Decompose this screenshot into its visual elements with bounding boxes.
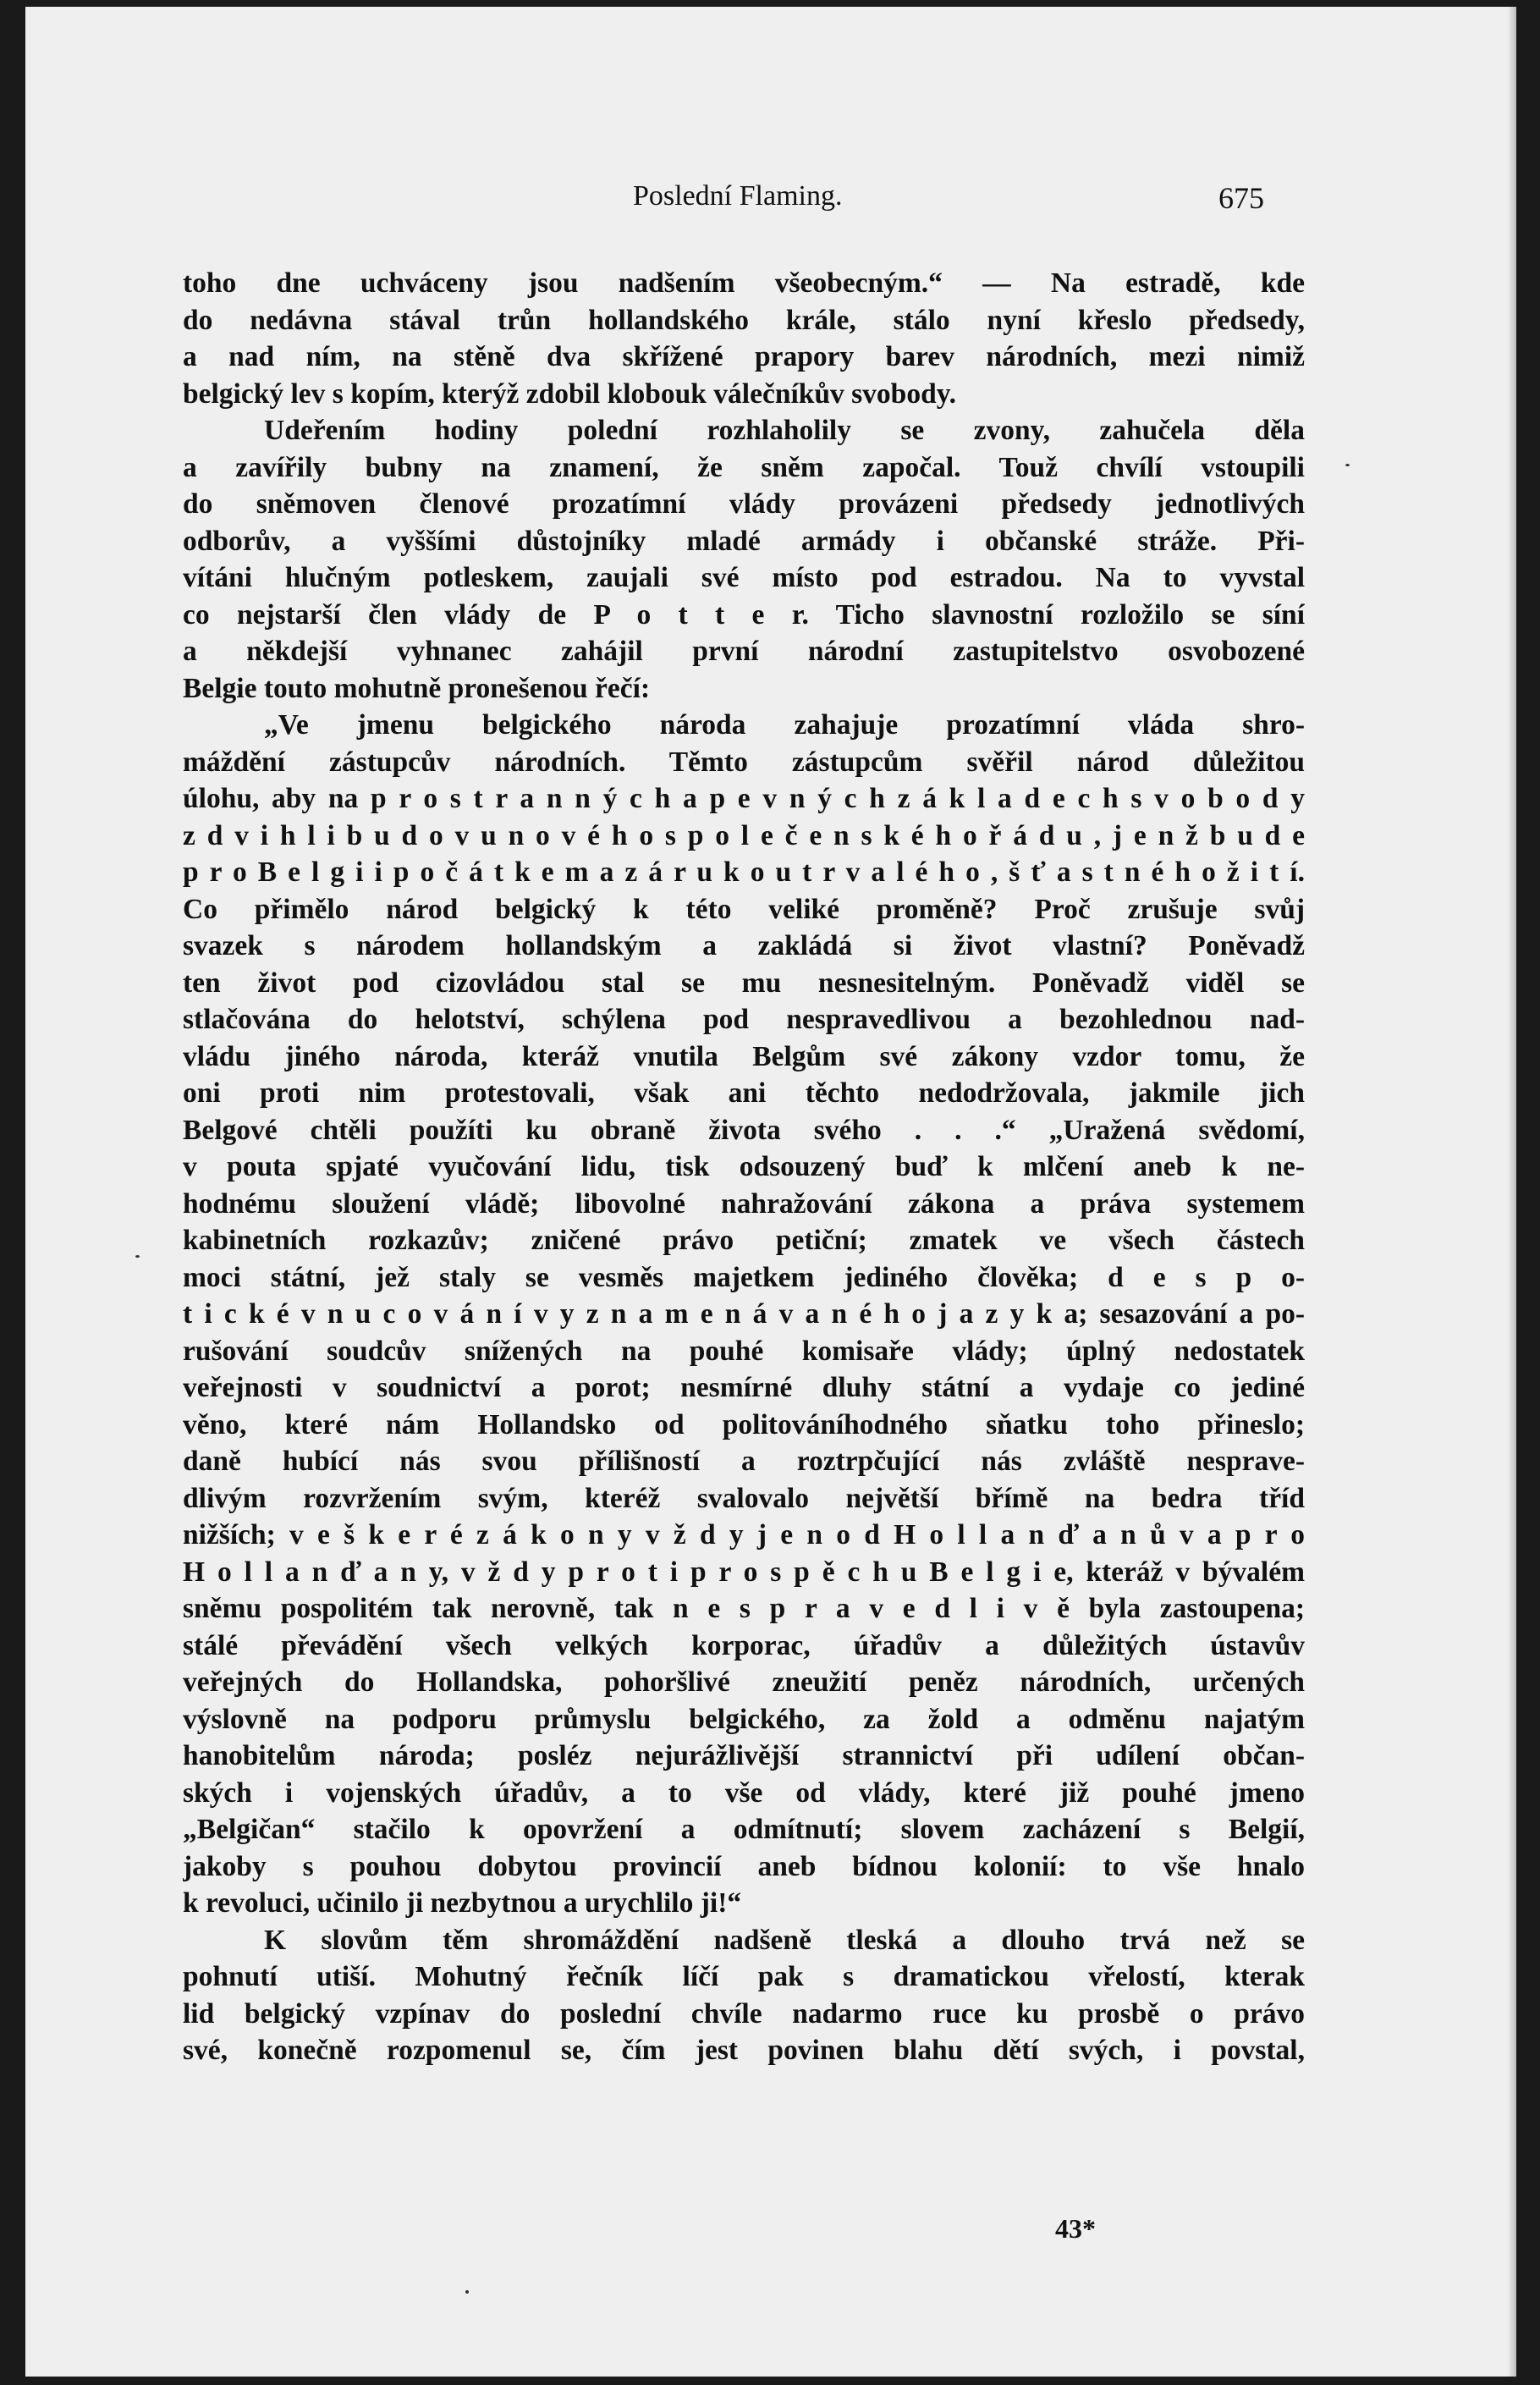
text-line: „Ve jmenu belgického národa zahajuje prozatímní vláda shro- bbox=[264, 709, 1305, 741]
text-line: H o l l a n ď a n y, v ž d y p r o t i p r o s p ě c h u B e l g i e, kteráž v bývalém bbox=[183, 1556, 1305, 1588]
text-line: úlohu, aby na p r o s t r a n n ý c h a p e v n ý c h z á k l a d e c h s v o b o d y bbox=[183, 783, 1305, 814]
text-line: t i c k é v n u c o v á n í v y z n a m e n á v a n é h o j a z y k a; sesazování a po- bbox=[183, 1298, 1305, 1330]
text-line: vládu jiného národa, kteráž vnutila Belgům své zákony vzdor tomu, že bbox=[183, 1040, 1305, 1072]
text-line: své, konečně rozpomenul se, čím jest povinen blahu dětí svých, i povstal, bbox=[183, 2035, 1305, 2066]
signature-mark: 43* bbox=[1055, 2213, 1096, 2244]
text-line: hanobitelům národa; posléz nejurážlivější strannictví při udílení občan- bbox=[183, 1740, 1305, 1771]
text-line: z d v i h l i b u d o v u n o v é h o s p o l e č e n s k é h o ř á d u , j e n ž b u d e bbox=[183, 819, 1305, 851]
text-line: ských i vojenských úřadův, a to vše od vlády, které již pouhé jmeno bbox=[183, 1776, 1305, 1809]
text-line: moci státní, jež staly se vesměs majetkem jediného člověka; d e s p o- bbox=[183, 1261, 1305, 1293]
page-number: 675 bbox=[1218, 181, 1264, 215]
text-line: k revoluci, učinilo ji nezbytnou a urychlilo ji!“ bbox=[183, 1887, 742, 1919]
text-line: rušování soudcův snížených na pouhé komisaře vlády; úplný nedostatek bbox=[183, 1335, 1305, 1367]
page-edge bbox=[1508, 7, 1516, 2377]
text-line: Belgové chtěli použíti ku obraně života svého . . .“ „Uražená svědomí, bbox=[183, 1114, 1305, 1146]
text-line: do nedávna stával trůn hollandského krále, stálo nyní křeslo předsedy, bbox=[183, 304, 1305, 336]
text-line: sněmu pospolitém tak nerovně, tak n e s p r a v e d l i v ě byla zastoupena; bbox=[183, 1593, 1305, 1624]
book-page bbox=[25, 7, 1516, 2377]
text-line: toho dne uchváceny jsou nadšením všeobecným.“ — Na estradě, kde bbox=[183, 267, 1305, 299]
text-line: do sněmoven členové prozatímní vlády provázeni předsedy jednotlivých bbox=[183, 488, 1305, 520]
text-line: oni proti nim protestovali, však ani těchto nedodržovala, jakmile jich bbox=[183, 1077, 1305, 1109]
text-line: daně hubící nás svou přílišností a roztrpčující nás zvláště nesprave- bbox=[183, 1446, 1305, 1477]
text-line: máždění zástupcův národních. Těmto zástupcům svěřil národ důležitou bbox=[183, 746, 1305, 778]
text-line: veřejnosti v soudnictví a porot; nesmírné dluhy státní a vydaje co jediné bbox=[183, 1372, 1305, 1403]
text-line: odborův, a vyššími důstojníky mladé armády i občanské stráže. Při- bbox=[183, 525, 1305, 557]
running-head: Poslední Flaming. bbox=[633, 180, 843, 212]
text-line: a zavířily bubny na znamení, že sněm započal. Touž chvílí vstoupili bbox=[183, 451, 1305, 483]
text-line: a někdejší vyhnanec zahájil první národní zastupitelstvo osvobozené bbox=[183, 636, 1305, 667]
text-line: dlivým rozvržením svým, kteréž svalovalo největší břímě na bedra tříd bbox=[183, 1482, 1305, 1514]
print-speck bbox=[465, 2290, 469, 2294]
text-line: pohnutí utiší. Mohutný řečník líčí pak s dramatickou vřelostí, kterak bbox=[183, 1961, 1305, 1992]
text-line: věno, které nám Hollandsko od politováníhodného sňatku toho přineslo; bbox=[183, 1408, 1305, 1440]
text-line: Belgie touto mohutně pronešenou řečí: bbox=[183, 672, 651, 704]
text-line: nižších; v e š k e r é z á k o n y v ž d y j e n o d H o l l a n ď a n ů v a p r o bbox=[183, 1519, 1305, 1551]
text-line: belgický lev s kopím, kterýž zdobil klobouk válečníkův svobody. bbox=[183, 377, 956, 410]
print-speck bbox=[1345, 464, 1350, 466]
text-line: jakoby s pouhou dobytou provincií aneb bídnou kolonií: to vše hnalo bbox=[183, 1850, 1305, 1882]
text-line: v pouta spjaté vyučování lidu, tisk odsouzený buď k mlčení aneb k ne- bbox=[183, 1151, 1305, 1182]
text-line: co nejstarší člen vlády de P o t t e r. Ticho slavnostní rozložilo se síní bbox=[183, 598, 1305, 631]
text-line: veřejných do Hollandska, pohoršlivé zneužití peněz národních, určených bbox=[183, 1666, 1305, 1698]
text-line: vítáni hlučným potleskem, zaujali své místo pod estradou. Na to vyvstal bbox=[183, 562, 1305, 593]
text-line: stálé převádění všech velkých korporac, úřadův a důležitých ústavův bbox=[183, 1629, 1305, 1661]
text-line: p r o B e l g i i p o č á t k e m a z á r u k o u t r v a l é h o , š ť a s t n é h o ž i t í. bbox=[183, 857, 1305, 888]
text-line: „Belgičan“ stačilo k opovržení a odmítnutí; slovem zacházení s Belgií, bbox=[183, 1814, 1305, 1845]
text-line: kabinetních rozkazův; zničené právo petiční; zmatek ve všech částech bbox=[183, 1225, 1305, 1256]
body-text bbox=[183, 265, 1305, 2069]
text-line: svazek s národem hollandským a zakládá si život vlastní? Poněvadž bbox=[183, 930, 1305, 961]
text-line: stlačována do helotství, schýlena pod nespravedlivou a bezohlednou nad- bbox=[183, 1004, 1305, 1035]
text-line: výslovně na podporu průmyslu belgického, za žold a odměnu najatým bbox=[183, 1703, 1305, 1735]
text-line: Co přimělo národ belgický k této veliké proměně? Proč zrušuje svůj bbox=[183, 893, 1305, 925]
text-line: hodnému sloužení vládě; libovolné nahražování zákona a práva systemem bbox=[183, 1187, 1305, 1220]
text-line: Udeřením hodiny polední rozhlaholily se zvony, zahučela děla bbox=[264, 415, 1305, 446]
print-speck bbox=[135, 1255, 140, 1258]
text-line: lid belgický vzpínav do poslední chvíle nadarmo ruce ku prosbě o právo bbox=[183, 1997, 1305, 2030]
text-line: a nad ním, na stěně dva skřížené prapory barev národních, mezi nimiž bbox=[183, 341, 1305, 372]
text-line: K slovům těm shromáždění nadšeně tleská a dlouho trvá než se bbox=[264, 1924, 1305, 1956]
text-line: ten život pod cizovládou stal se mu nesnesitelným. Poněvadž viděl se bbox=[183, 967, 1305, 999]
page-header bbox=[25, 180, 1516, 223]
